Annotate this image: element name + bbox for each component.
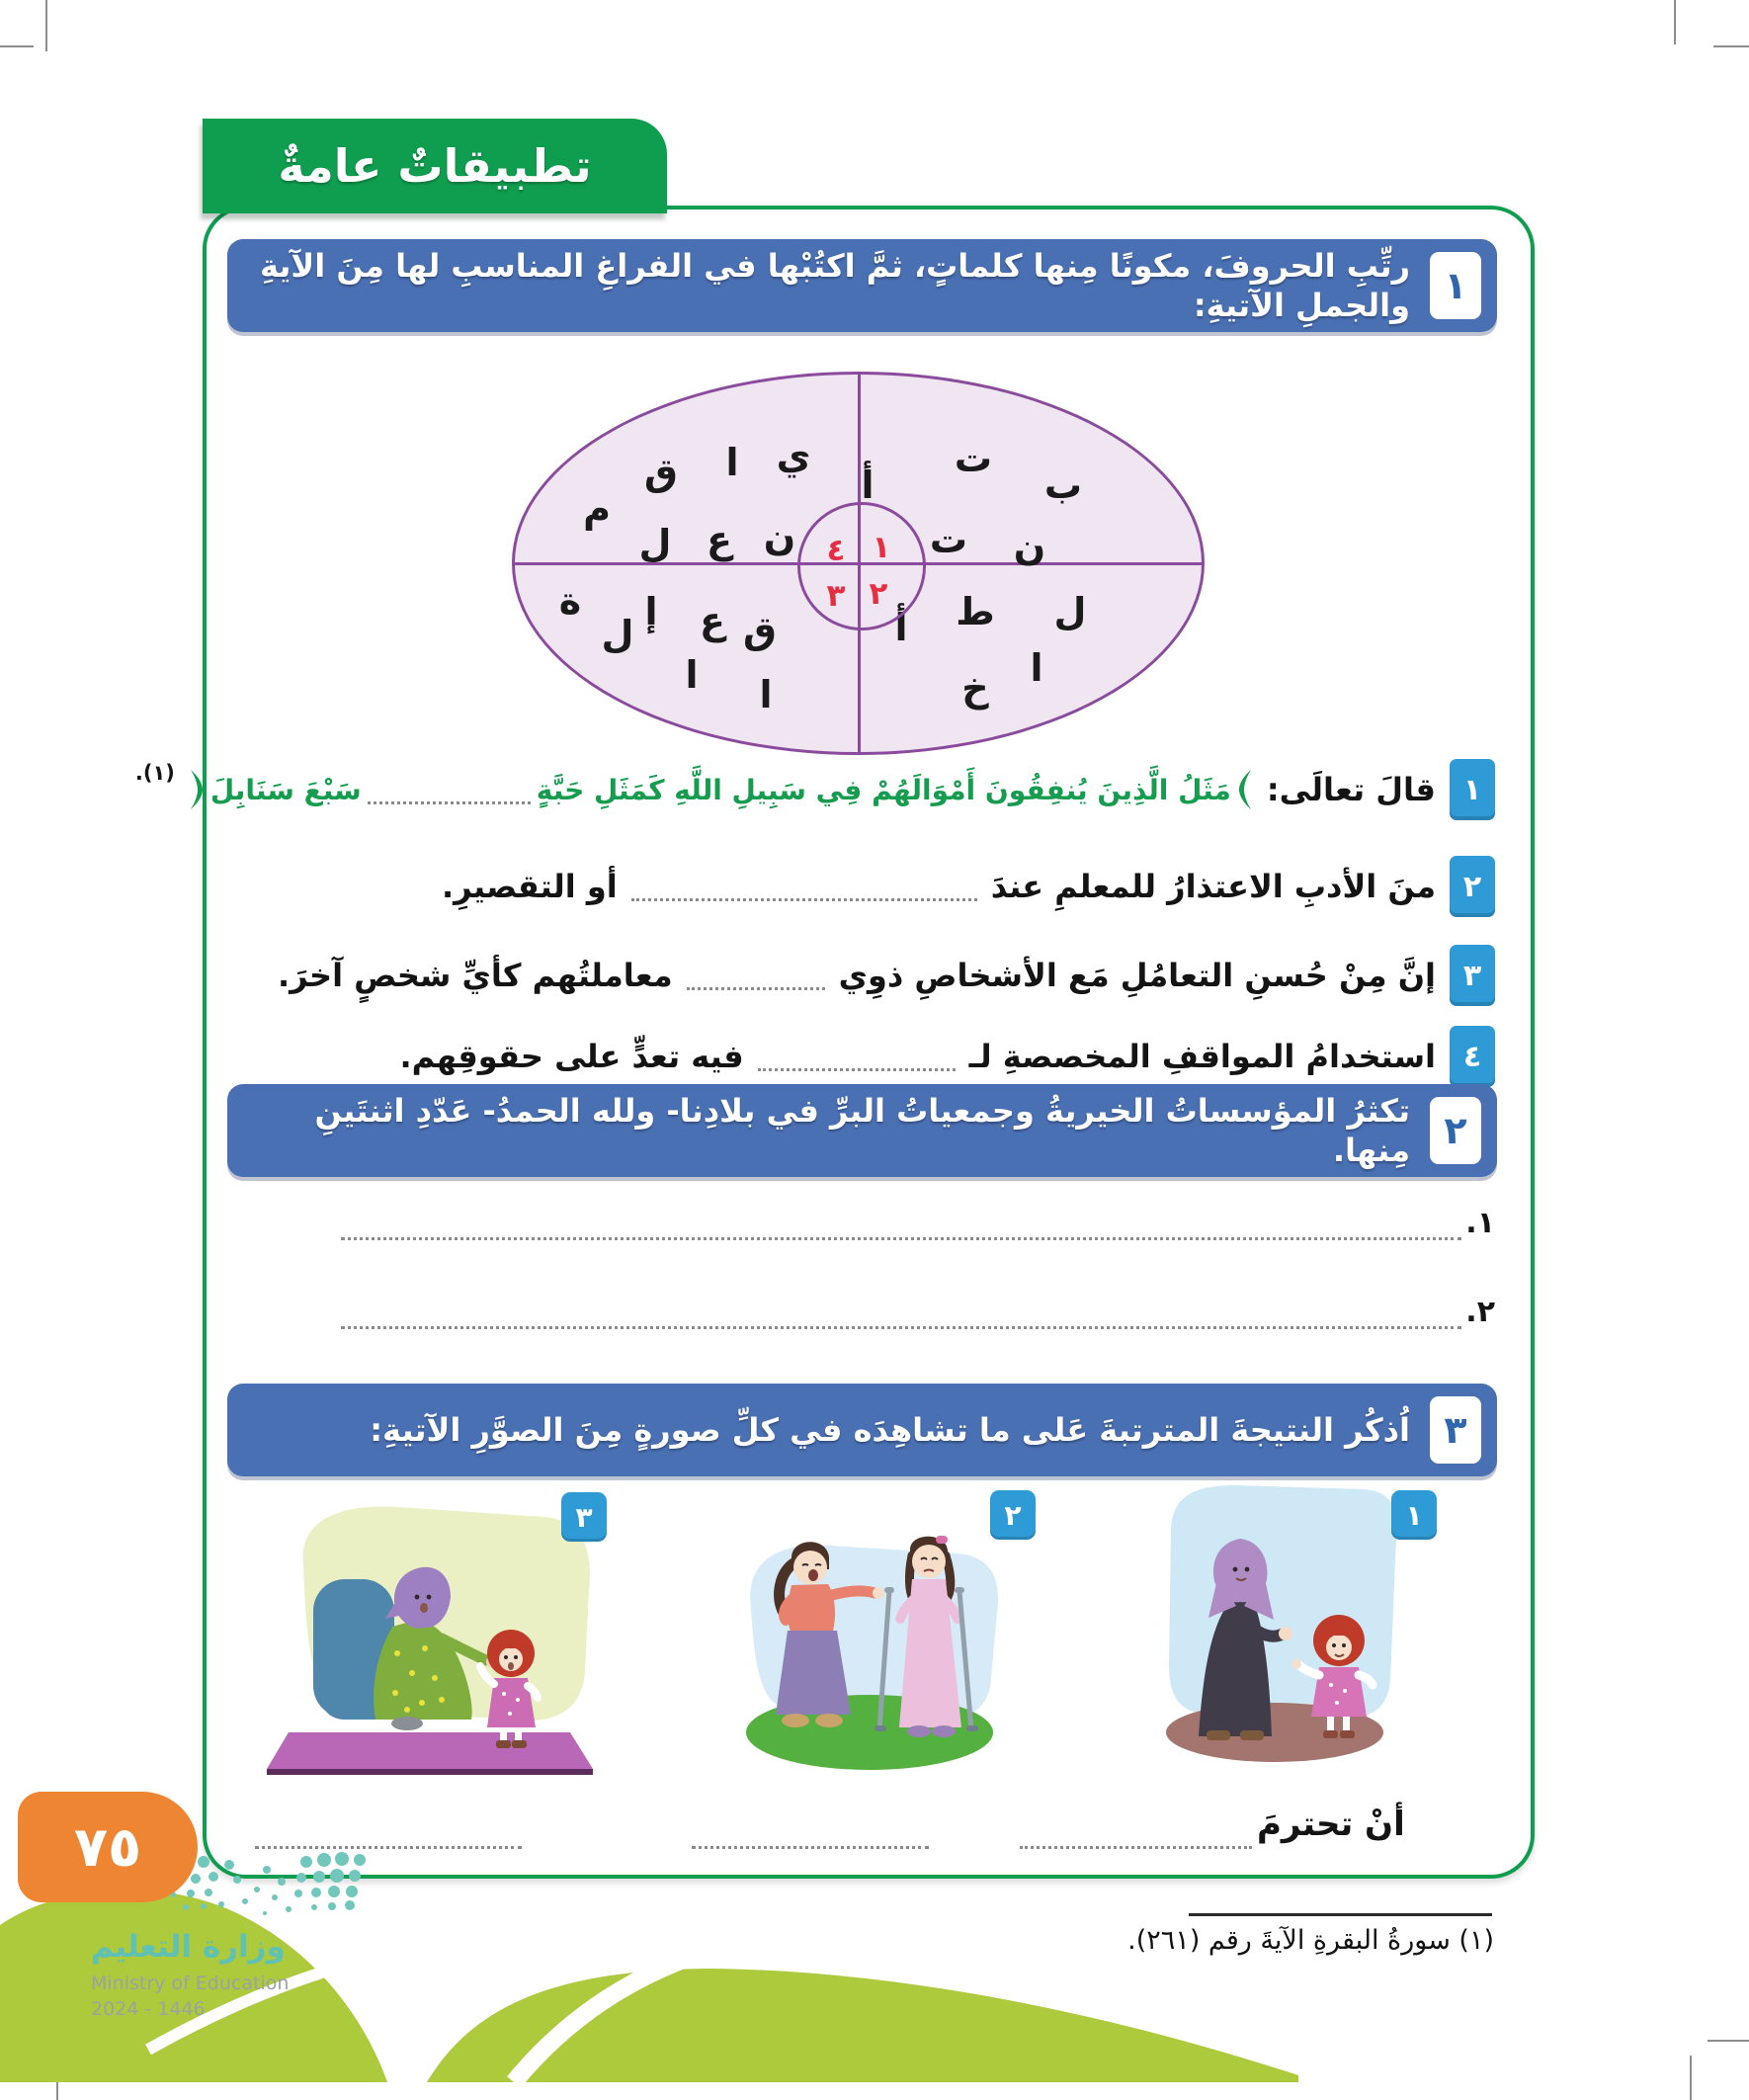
- wheel-letter: ع: [700, 599, 725, 642]
- ornate-bracket-close-icon: [189, 769, 205, 810]
- page-number-badge: [18, 1792, 198, 1902]
- answer-blank[interactable]: [255, 1844, 522, 1849]
- image-number: ٣: [575, 1500, 593, 1534]
- footnote-rule: [1189, 1913, 1492, 1916]
- illustration-girl-mocking-girl-with-crutches: [726, 1480, 1013, 1787]
- ornate-bracket-open-icon: [1237, 769, 1253, 810]
- footnote-text: (١) سورةُ البقرةِ الآيةَ رقم (٢٦١).: [1127, 1925, 1494, 1956]
- item-number: ١: [1462, 772, 1482, 807]
- q2-blank-line-2: [341, 1293, 1495, 1329]
- answer-blank[interactable]: [631, 873, 977, 901]
- q1-item-4: [399, 1026, 1495, 1087]
- sentence-before-blank: منَ الأدبِ الاعتذارُ للمعلمِ عندَ: [990, 868, 1436, 905]
- wheel-letter: م: [583, 487, 611, 531]
- wheel-letter: ا: [1030, 646, 1043, 690]
- ministry-years: 2024 - 1446: [91, 1998, 206, 2020]
- wheel-letter: ق: [743, 609, 777, 652]
- question2-title: تكثرُ المؤسساتُ الخيريةُ وجمعياتُ البرِّ في بلادِنا- ولله الحمدُ- عَدّدِ اثنتَينِ مِنها.: [314, 1092, 1410, 1169]
- wheel-letter: ق: [644, 451, 678, 494]
- wheel-letter: ط: [956, 590, 995, 633]
- wheel-letter: خ: [961, 666, 989, 710]
- crop-mark: [1713, 45, 1749, 47]
- question2-banner: [227, 1084, 1497, 1177]
- ministry-name-arabic: وزارة التعليم: [91, 1929, 286, 1965]
- wheel-quadrant-number: ٣: [826, 578, 846, 614]
- wheel-quadrant-number: ١: [872, 530, 891, 565]
- item-number-chip: [1450, 1026, 1495, 1087]
- crop-mark: [45, 0, 47, 51]
- question1-banner: [227, 239, 1497, 332]
- wheel-letter: ن: [763, 515, 796, 558]
- wheel-letter: ي: [776, 434, 811, 477]
- sentence-after-blank: أو التقصيرِ.: [441, 868, 618, 905]
- answer-blank[interactable]: [341, 1293, 1461, 1329]
- wheel-letter: ت: [954, 437, 993, 480]
- header-badge-label: تطبيقاتٌ عامةٌ: [278, 139, 592, 193]
- item-number-chip: [1450, 856, 1495, 917]
- answer-blank[interactable]: [692, 1844, 929, 1849]
- answer-blank[interactable]: [687, 962, 825, 990]
- q1-item-2: [442, 856, 1495, 917]
- wheel-letter: أ: [894, 606, 908, 649]
- crop-mark: [0, 45, 34, 47]
- wheel-quadrant-number: ٢: [869, 576, 888, 612]
- illustration-woman-talking-with-girl: [1141, 1477, 1408, 1779]
- wheel-letter: ا: [685, 653, 699, 697]
- illustration-grandmother-with-granddaughter: [259, 1480, 600, 1797]
- question2-number: ٢: [1444, 1109, 1467, 1152]
- q3-answer-prefix: أنْ تحترمَ: [1257, 1805, 1405, 1844]
- q1-item-verse: [135, 759, 1495, 820]
- wheel-letter: ت: [929, 518, 968, 561]
- q2-blank-line-1: [341, 1204, 1495, 1240]
- answer-blank[interactable]: [368, 776, 531, 804]
- page-number: ٧٥: [73, 1814, 142, 1880]
- footnote-reference: (١).: [134, 761, 175, 785]
- item-number: ٢: [1462, 869, 1482, 904]
- q1-item-3: [278, 945, 1495, 1006]
- blank-number: ٢.: [1465, 1295, 1495, 1329]
- header-badge: [203, 119, 667, 213]
- sentence-before-blank: إنَّ مِنْ حُسنِ التعامُلِ مَع الأشخاصِ ذوِي: [838, 957, 1436, 994]
- wheel-letter: ن: [1013, 525, 1046, 568]
- question1-number: ١: [1444, 264, 1467, 307]
- question1-number-box: [1430, 252, 1481, 319]
- quran-verse: [189, 769, 1253, 810]
- sentence-before-blank: استخدامُ المواقفِ المخصصةِ لـ: [968, 1038, 1436, 1075]
- verse-lead: قالَ تعالَى:: [1266, 771, 1436, 808]
- item-number-chip: [1450, 945, 1495, 1006]
- question3-title: اُذكُر النتيجةَ المترتبةَ عَلى ما تشاهِدَه في كلِّ صورةٍ مِنَ الصوَّرِ الآتيةِ:: [370, 1411, 1410, 1449]
- item-number: ٤: [1462, 1039, 1482, 1074]
- ministry-name-english: Ministry of Education: [91, 1973, 290, 1994]
- question3-banner: [227, 1384, 1497, 1476]
- wheel-letter: ع: [707, 518, 732, 561]
- wheel-letter: ل: [1053, 590, 1087, 633]
- wheel-letter: ل: [638, 522, 672, 565]
- answer-blank[interactable]: [341, 1204, 1461, 1240]
- wheel-letter: ل: [601, 613, 634, 656]
- answer-blank[interactable]: [758, 1043, 956, 1071]
- answer-blank[interactable]: [1020, 1844, 1252, 1849]
- wheel-quadrant-number: ٤: [826, 533, 846, 568]
- image-number: ١: [1405, 1498, 1423, 1532]
- wheel-letter: ة: [558, 579, 582, 623]
- letters-wheel: [512, 372, 1205, 755]
- verse-text-a: مَثَلُ الَّذِينَ يُنفِقُونَ أَمْوَالَهُمْ فِي سَبِيلِ اللَّهِ كَمَثَلِ حَبَّةٍ: [536, 773, 1231, 806]
- question3-number: ٣: [1444, 1408, 1467, 1452]
- question1-title: رتِّبِ الحروفَ، مكونًا مِنها كلماتٍ، ثمَّ اكتُبْها في الفراغِ المناسبِ لها مِنَ الآيةِ والجملِ الآتيةِ:: [259, 247, 1410, 324]
- sentence-after-blank: فيه تعدٍّ على حقوقِهم.: [399, 1038, 744, 1075]
- image1-number-chip: [1391, 1490, 1437, 1540]
- image3-number-chip: [561, 1492, 607, 1542]
- wheel-letter: ا: [759, 673, 773, 716]
- verse-text-b: سَبْعَ سَنَابِلَ: [209, 773, 362, 806]
- blank-number: ١.: [1465, 1206, 1495, 1240]
- item-number-chip: [1450, 759, 1495, 820]
- item-number: ٣: [1462, 958, 1482, 993]
- wheel-letter: إ: [644, 590, 658, 633]
- wheel-letter: ا: [725, 441, 739, 484]
- crop-mark: [1674, 0, 1676, 44]
- question2-number-box: [1430, 1097, 1481, 1164]
- image-number: ٢: [1004, 1498, 1022, 1532]
- wheel-letter: ب: [1043, 463, 1083, 507]
- sentence-after-blank: معاملتُهم كأيِّ شخصٍ آخرَ.: [277, 957, 673, 994]
- wheel-letter: أ: [861, 463, 874, 507]
- wheel-center-circle: [797, 502, 926, 630]
- question3-number-box: [1430, 1396, 1481, 1464]
- image2-number-chip: [990, 1490, 1036, 1540]
